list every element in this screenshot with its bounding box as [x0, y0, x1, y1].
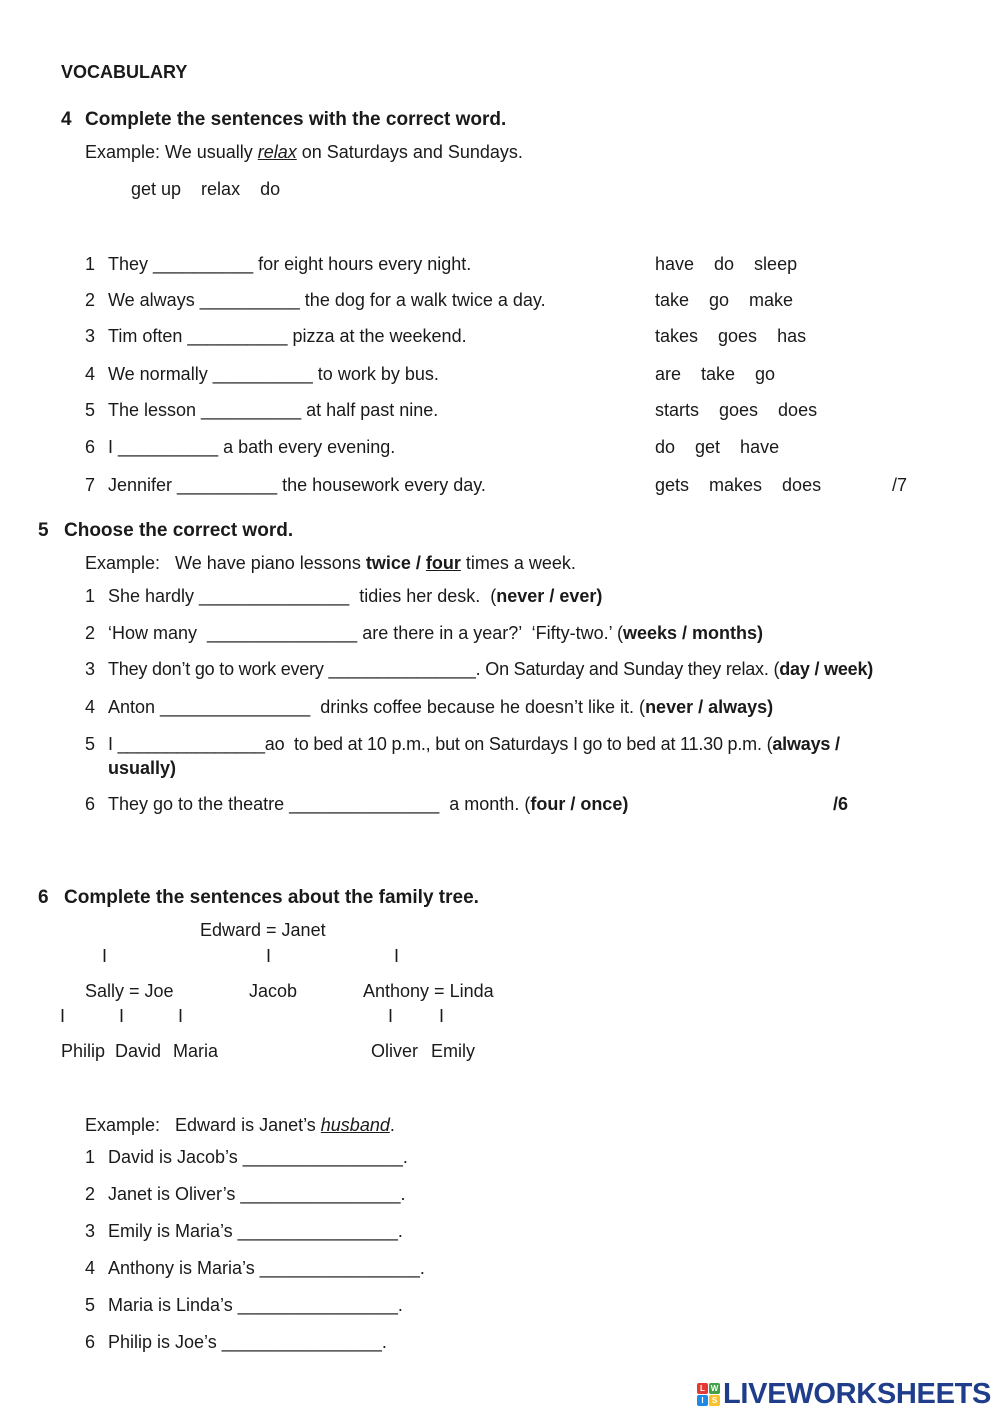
ex4-item-options: do get have [655, 437, 780, 457]
ex5-item-text: She hardly _______________ tidies her desk. ( [108, 586, 497, 606]
ex5-example-option-four: four [425, 553, 461, 573]
ex4-item-text[interactable]: They __________ for eight hours every night. [108, 254, 472, 274]
ex5-item-number: 2 [85, 623, 96, 643]
ex5-example [85, 552, 576, 574]
ex4-item-number: 3 [85, 326, 96, 346]
ex5-example-option-twice: twice / [365, 553, 421, 573]
tree-sally-joe: Sally = Joe [85, 981, 174, 1001]
ex6-item-text[interactable]: Maria is Linda’s ________________. [108, 1295, 403, 1315]
tree-maria: Maria [173, 1041, 219, 1061]
ex4-item-text[interactable]: Jennifer __________ the housework every day. [108, 475, 486, 495]
ex5-item[interactable] [108, 585, 602, 607]
ex5-item[interactable] [108, 733, 840, 755]
ex4-item-number: 6 [85, 437, 96, 457]
ex5-item-number: 1 [85, 586, 96, 606]
logo-text: LIVEWORKSHEETS [723, 1377, 992, 1410]
ex4-item-options: take go make [655, 290, 794, 310]
ex6-item-text[interactable]: Emily is Maria’s ________________. [108, 1221, 403, 1241]
ex4-item-number: 1 [85, 254, 96, 274]
ex5-item-options: four / once) [530, 794, 629, 814]
tree-emily: Emily [431, 1041, 475, 1061]
ex4-item-text[interactable]: We normally __________ to work by bus. [108, 364, 439, 384]
ex4-example-word: relax [257, 142, 297, 162]
tree-philip: Philip [61, 1041, 106, 1061]
tree-oliver: Oliver [371, 1041, 419, 1061]
ex4-item-options: takes goes has [655, 326, 807, 346]
ex5-item-options-cont: usually) [108, 758, 177, 778]
ex5-item-number: 6 [85, 794, 96, 814]
ex4-example-pre: Example: We usually [85, 142, 258, 162]
ex5-item-text: They go to the theatre _______________ a month. ( [108, 794, 531, 814]
tree-david: David [115, 1041, 162, 1061]
ex4-item-options: are take go [655, 364, 776, 384]
ex5-item-text: They don’t go to work every _______________. On Saturday and Sunday they relax. ( [108, 659, 780, 679]
ex4-title: Complete the sentences with the correct word. [85, 109, 507, 130]
ex6-item-text[interactable]: Janet is Oliver’s ________________. [108, 1184, 406, 1204]
ex4-item-text[interactable]: I __________ a bath every evening. [108, 437, 396, 457]
ex5-item[interactable] [108, 696, 773, 718]
ex5-title: Choose the correct word. [64, 520, 294, 541]
ex6-example [85, 1114, 395, 1136]
tree-connector: I [388, 1006, 394, 1026]
ex5-item-number: 3 [85, 659, 96, 679]
ex4-item-number: 4 [85, 364, 96, 384]
ex5-item[interactable] [108, 622, 763, 644]
logo-grid-icon [697, 1383, 720, 1406]
ex4-item-text[interactable]: The lesson __________ at half past nine. [108, 400, 439, 420]
ex6-item-text[interactable]: Philip is Joe’s ________________. [108, 1332, 387, 1352]
logo-tile: S [709, 1395, 720, 1406]
ex5-number: 5 [38, 520, 49, 541]
ex5-item-options: day / week) [779, 659, 874, 679]
ex4-example [85, 141, 523, 163]
ex6-item-text[interactable]: Anthony is Maria’s ________________. [108, 1258, 425, 1278]
ex5-item-options: always / [772, 734, 840, 754]
ex5-example-pre: Example: We have piano lessons [85, 553, 366, 573]
tree-connector: I [394, 946, 400, 966]
ex4-item-text[interactable]: We always __________ the dog for a walk twice a day. [108, 290, 546, 310]
ex6-item-number: 2 [85, 1184, 96, 1204]
ex6-number: 6 [38, 887, 49, 908]
ex6-item-number: 6 [85, 1332, 96, 1352]
tree-connector: I [178, 1006, 184, 1026]
ex5-item-options: never / always) [645, 697, 774, 717]
tree-connector: I [439, 1006, 445, 1026]
ex6-example-pre: Example: Edward is Janet’s [85, 1115, 321, 1135]
ex4-item-number: 5 [85, 400, 96, 420]
ex4-item-text[interactable]: Tim often __________ pizza at the weekend. [108, 326, 467, 346]
tree-jacob: Jacob [249, 981, 298, 1001]
ex5-item-number: 4 [85, 697, 96, 717]
ex6-example-word: husband [320, 1115, 390, 1135]
ex4-example-post: on Saturdays and Sundays. [296, 142, 523, 162]
tree-connector: I [119, 1006, 125, 1026]
ex5-item[interactable] [108, 793, 628, 815]
ex5-score: /6 [833, 794, 849, 814]
tree-connector: I [266, 946, 272, 966]
ex5-item-text: Anton _______________ drinks coffee because he doesn’t like it. ( [108, 697, 646, 717]
liveworksheets-logo[interactable] [697, 1377, 991, 1411]
ex4-item-options: gets makes does [655, 475, 822, 495]
page-heading: VOCABULARY [61, 62, 188, 82]
ex5-item-text: ‘How many _______________ are there in a year?’ ‘Fifty-two.’ ( [108, 623, 623, 643]
ex4-score: /7 [892, 475, 908, 495]
logo-tile: I [697, 1395, 708, 1406]
ex6-item-text[interactable]: David is Jacob’s ________________. [108, 1147, 408, 1167]
ex5-example-post: times a week. [460, 553, 576, 573]
ex5-item-options: weeks / months) [622, 623, 763, 643]
ex5-item[interactable] [108, 658, 873, 680]
ex6-item-number: 4 [85, 1258, 96, 1278]
tree-edward-janet: Edward = Janet [200, 920, 326, 940]
ex6-item-number: 1 [85, 1147, 96, 1167]
ex4-item-number: 2 [85, 290, 96, 310]
ex4-example-options: get up relax do [131, 179, 281, 199]
tree-connector: I [60, 1006, 66, 1026]
logo-tile: W [710, 1383, 719, 1393]
logo-tile: L [697, 1383, 708, 1394]
ex4-number: 4 [61, 109, 72, 130]
ex6-title: Complete the sentences about the family tree. [64, 887, 479, 908]
ex6-item-number: 3 [85, 1221, 96, 1241]
ex5-item-number: 5 [85, 734, 96, 754]
ex4-item-options: have do sleep [655, 254, 798, 274]
tree-anthony-linda: Anthony = Linda [363, 981, 494, 1001]
ex4-item-options: starts goes does [655, 400, 818, 420]
ex4-item-number: 7 [85, 475, 96, 495]
ex6-example-post: . [389, 1115, 395, 1135]
ex5-item-options: never / ever) [496, 586, 603, 606]
ex5-item-text: I _______________ao to bed at 10 p.m., but on Saturdays I go to bed at 11.30 p.m. ( [108, 734, 773, 754]
ex6-item-number: 5 [85, 1295, 96, 1315]
tree-connector: I [102, 946, 108, 966]
